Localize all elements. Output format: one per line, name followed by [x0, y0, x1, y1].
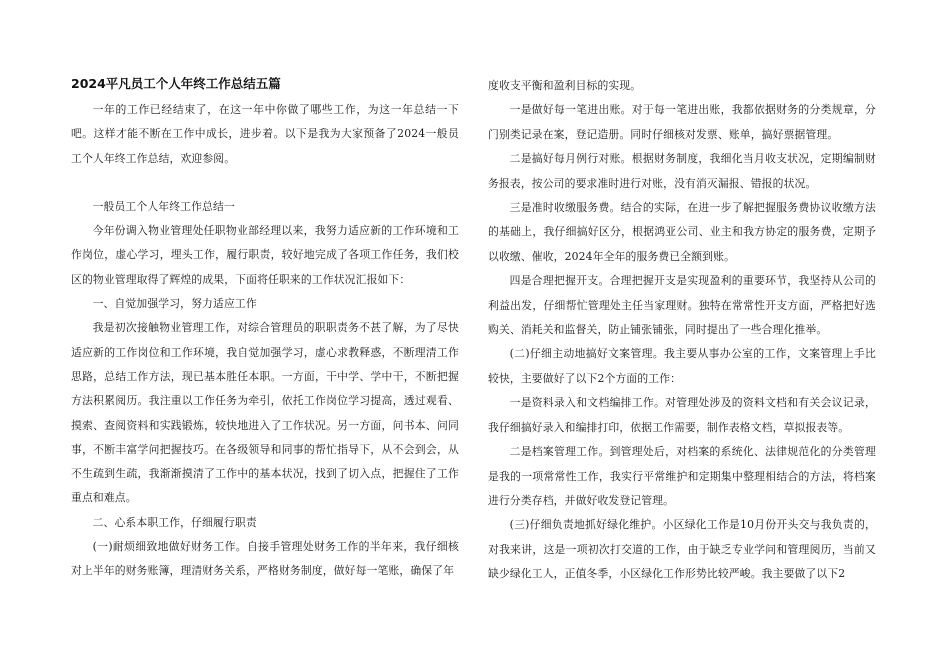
left-column — [71, 74, 459, 584]
body-paragraph: 四是合理把握开支。合理把握开支是实现盈利的重要环节，我坚持从公司的利益出发，仔细帮忙管理处主任当家理财。独特在常常性开支方面，严格把好选购关、消耗关和监督关，防止铺张铺张，同时提出了一些合理化推举。 — [488, 274, 876, 337]
section-heading: 一般员工个人年终工作总结一 — [92, 199, 235, 213]
body-paragraph: (三)仔细负责地抓好绿化维护。小区绿化工作是10月份开头交与我负责的，对我来讲，这是一项初次打交道的工作，由于缺乏专业学问和管理阅历，当前又缺少绿化工人，正值冬季，小区绿化工作形势比较严峻。我主要做了以下2 — [488, 518, 876, 581]
section-spacer — [71, 171, 459, 195]
body-paragraph: 我是初次接触物业管理工作，对综合管理员的职职责务不甚了解，为了尽快适应新的工作岗位和工作环境，我自觉加强学习，虚心求教释惑，不断理清工作思路，总结工作方法，现已基本胜任本职。一方面，干中学、学中干，不断把握方法积累阅历。我注重以工作任务为牵引，依托工作岗位学习提高，透过观看、摸索、查阅资料和实践锻炼，较快地进入了工作状况。另一方面，问书本、问同事，不断丰富学问把握技巧。在各级领导和同事的帮忙指导下，从不会到会，从不生疏到生疏，我渐渐摸清了工作中的基本状况，找到了切入点，把握住了工作重点和难点。 — [71, 321, 459, 505]
body-paragraph: 一是资料录入和文档编排工作。对管理处涉及的资料文档和有关会议记录，我仔细搞好录入和编排打印，依据工作需要，制作表格文档，草拟报表等。 — [488, 396, 876, 434]
body-paragraph: 二是搞好每月例行对账。根据财务制度，我细化当月收支状况，定期编制财务报表，按公司的要求准时进行对账，没有消灭漏报、错报的状况。 — [488, 152, 876, 190]
subsection-heading: 一、自觉加强学习，努力适应工作 — [92, 297, 257, 311]
body-paragraph: (二)仔细主动地搞好文案管理。我主要从事办公室的工作，文案管理上手比较快，主要做好了以下2个方面的工作： — [488, 347, 876, 385]
continued-paragraph: 度收支平衡和盈利目标的实现。 — [488, 79, 642, 92]
body-paragraph: 二是档案管理工作。到管理处后，对档案的系统化、法律规范化的分类管理是我的一项常常性工作，我实行平常维护和定期集中整理相结合的方法，将档案进行分类存档，并做好收发登记管理。 — [488, 445, 876, 507]
body-paragraph: 一是做好每一笔进出账。对于每一笔进出账，我都依据财务的分类规章，分门别类记录在案，登记造册。同时仔细核对发票、账单，搞好票据管理。 — [488, 103, 876, 141]
intro-paragraph: 一年的工作已经结束了，在这一年中你做了哪些工作，为这一年总结一下吧。这样才能不断在工作中成长，进步着。以下是我为大家预备了2024一般员工个人年终工作总结，欢迎参阅。 — [71, 103, 459, 165]
right-column — [488, 74, 876, 587]
subsection-heading: 二、心系本职工作，仔细履行职责 — [92, 515, 257, 529]
body-paragraph: (一)耐烦细致地做好财务工作。自接手管理处财务工作的半年来，我仔细核对上半年的财务账簿，理清财务关系，严格财务制度，做好每一笔账，确保了年 — [71, 540, 459, 578]
body-paragraph: 今年份调入物业管理处任职物业部经理以来，我努力适应新的工作环境和工作岗位，虚心学习，埋头工作，履行职责，较好地完成了各项工作任务，我们校区的物业管理取得了辉煌的成果，下面将任职来的工作状况汇报如下： — [71, 224, 459, 286]
document-title: 2024平凡员工个人年终工作总结五篇 — [71, 76, 281, 91]
body-paragraph: 三是准时收缴服务费。结合的实际，在进一步了解把握服务费协议收缴方法的基础上，我仔细搞好区分，根据鸿亚公司、业主和我方协定的服务费，定期予以收缴、催收，2024年全年的服务费已全额到账。 — [488, 201, 876, 263]
